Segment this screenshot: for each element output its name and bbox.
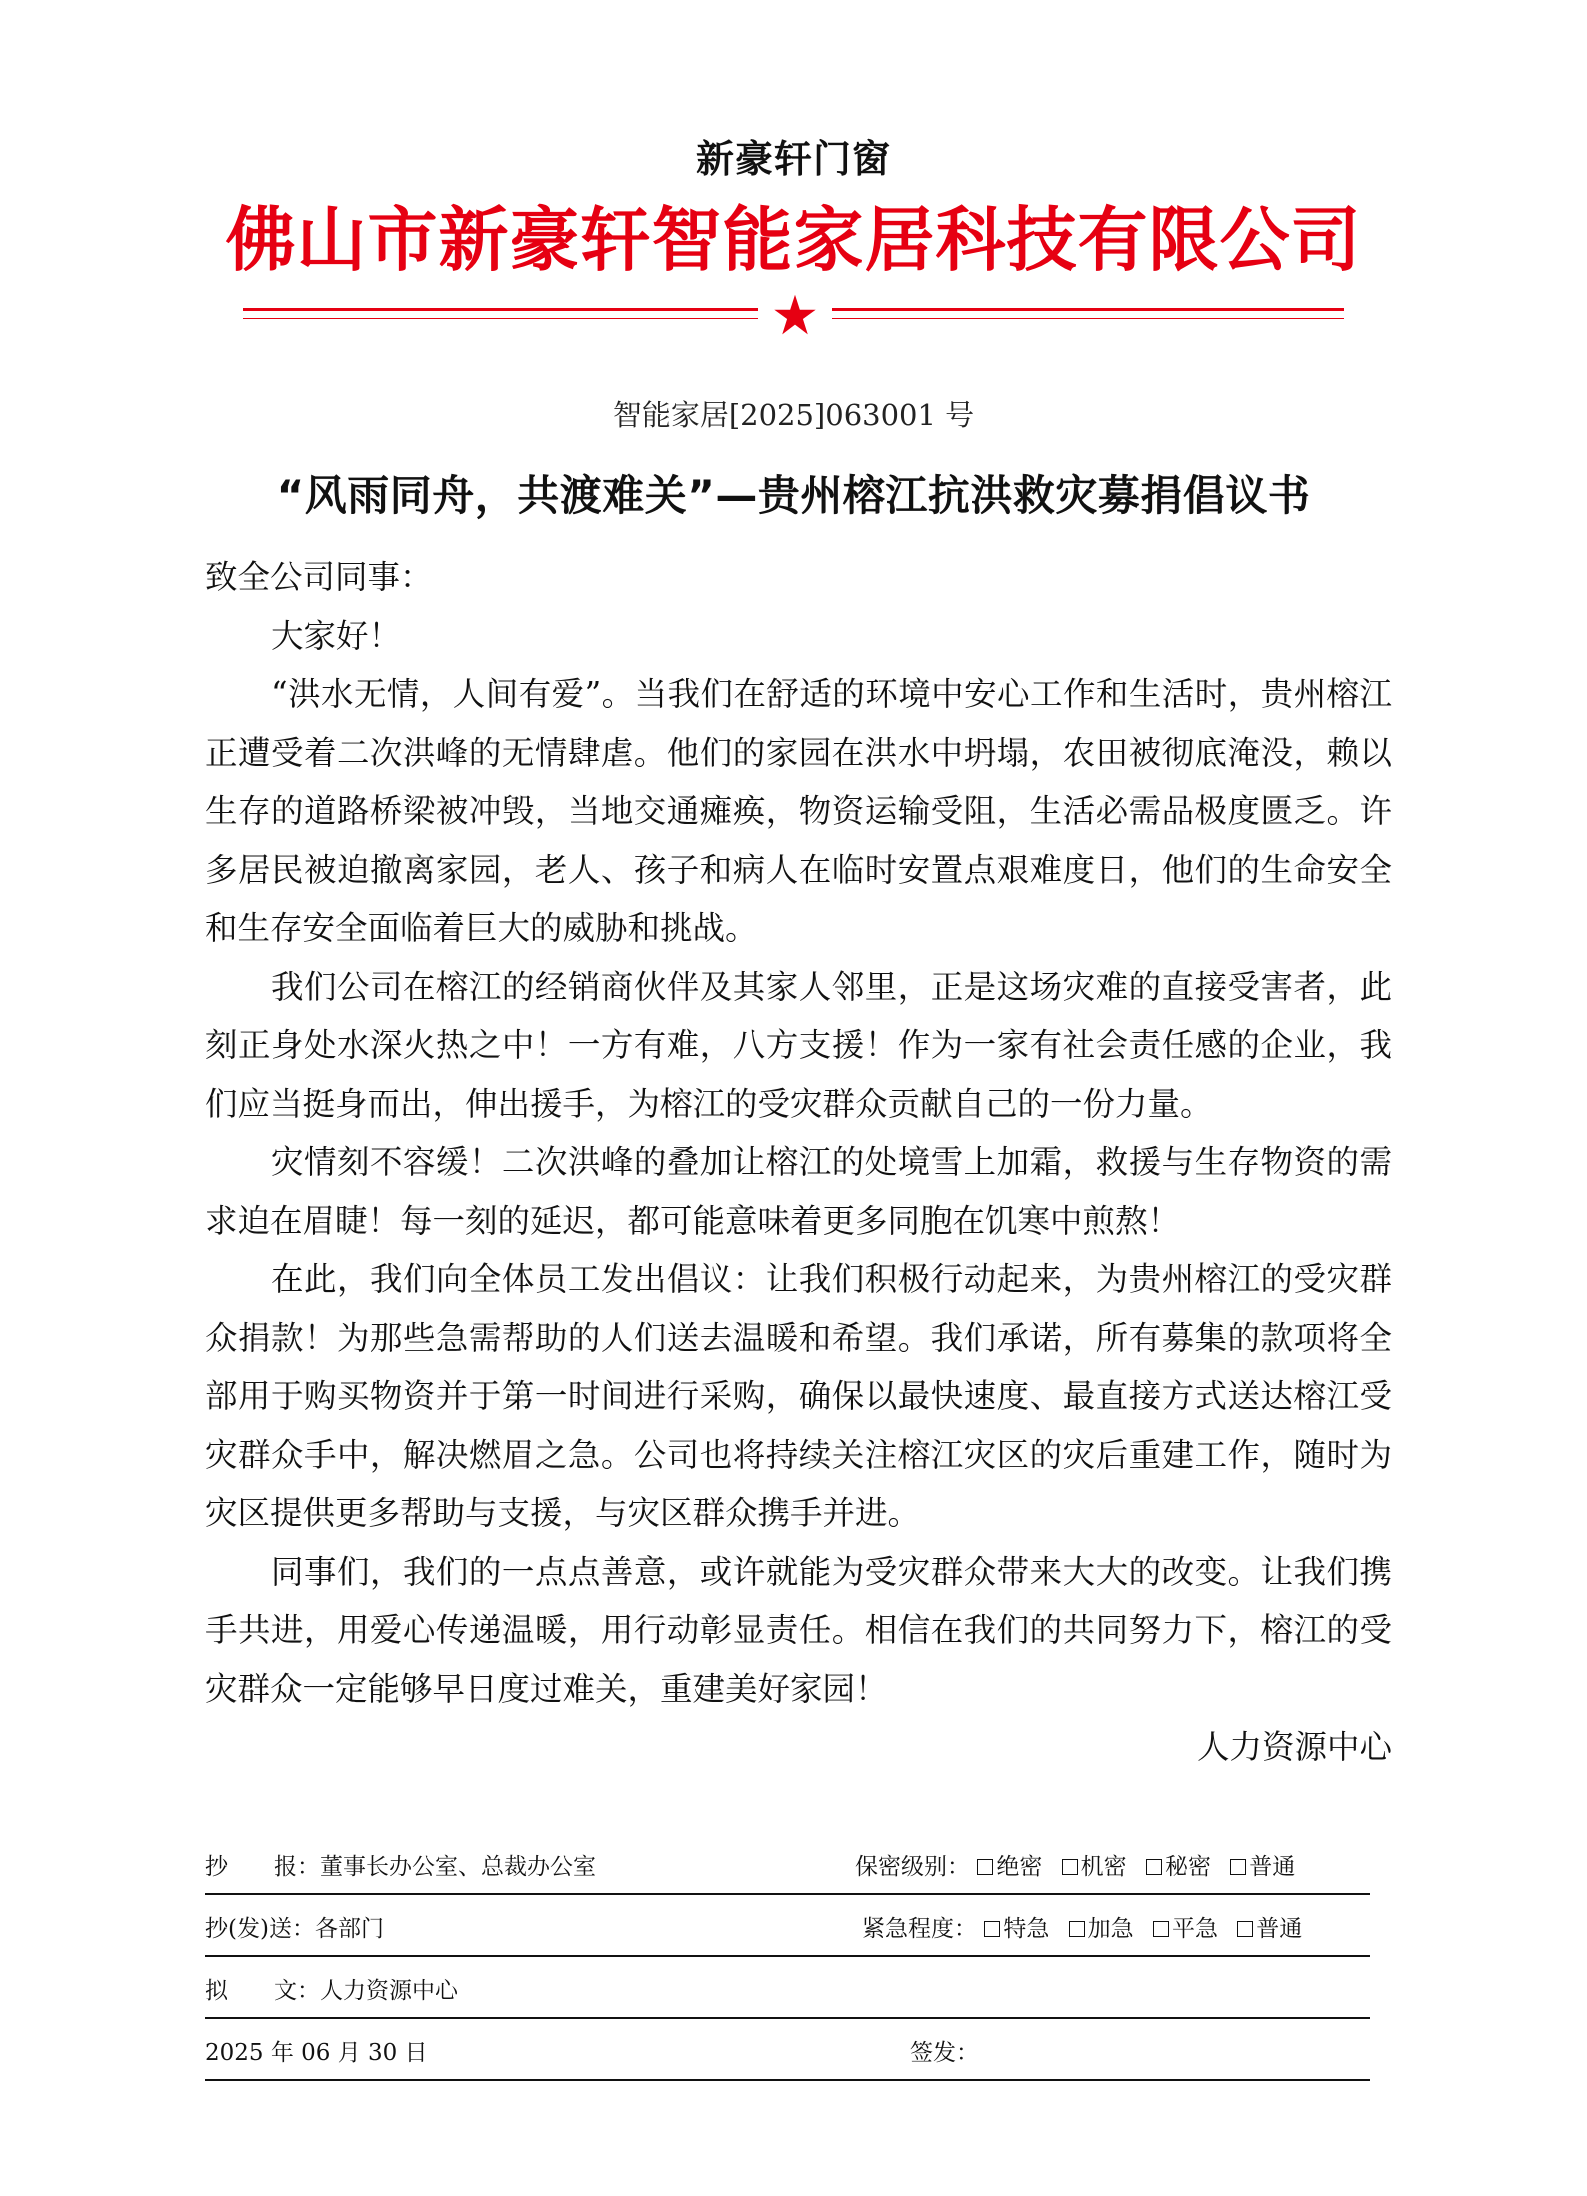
drafter-value: 人力资源中心 [320,1978,458,2004]
paragraph: 同事们，我们的一点点善意，或许就能为受灾群众带来大大的改变。让我们携手共进，用爱心传递温暖，用行动彰显责任。相信在我们的共同努力下，榕江的受灾群众一定能够早日度过难关，重建美好家园！ [205,1552,1392,1708]
urgency-level [862,1910,1314,1943]
checkbox-icon [1146,1859,1162,1875]
security-option[interactable]: 绝密 [977,1854,1042,1880]
urgency-option[interactable]: 加急 [1069,1916,1134,1942]
paragraph: 我们公司在榕江的经销商伙伴及其家人邻里，正是这场灾难的直接受害者，此刻正身处水深火热之中！一方有难，八方支援！作为一家有社会责任感的企业，我们应当挺身而出，伸出援手，为榕江的受灾群众贡献自己的一份力量。 [205,967,1392,1123]
cc-report-label: 抄 报： [205,1854,320,1880]
header-rule-left-thin [243,318,758,319]
footer-divider [205,1893,1370,1895]
document-title: “风雨同舟，共渡难关”—贵州榕江抗洪救灾募捐倡议书 [276,471,1311,520]
checkbox-icon [1069,1921,1085,1937]
checkbox-icon [1153,1921,1169,1937]
security-option[interactable]: 秘密 [1146,1854,1211,1880]
star-icon [773,293,817,337]
cc-report-value: 董事长办公室、总裁办公室 [320,1854,596,1880]
issuer-label: 签发： [910,2040,979,2066]
drafter-label: 拟 文： [205,1978,320,2004]
signature: 人力资源中心 [1196,1728,1392,1766]
checkbox-icon [984,1921,1000,1937]
security-label: 保密级别： [855,1854,970,1880]
security-option[interactable]: 机密 [1062,1854,1127,1880]
greeting: 大家好！ [271,616,402,655]
footer-divider [205,2017,1370,2019]
cc-send-label: 抄(发)送： [205,1916,315,1942]
header-rule-left [243,308,758,311]
urgency-label: 紧急程度： [862,1916,977,1942]
drafter [205,1972,458,2005]
security-level [855,1848,1307,1881]
cc-report [205,1848,596,1881]
cc-send [205,1910,384,1943]
paragraph: “洪水无情，人间有爱”。当我们在舒适的环境中安心工作和生活时，贵州榕江正遭受着二次洪峰的无情肆虐。他们的家园在洪水中坍塌，农田被彻底淹没，赖以生存的道路桥梁被冲毁，当地交通瘫痪，物资运输受阻，生活必需品极度匮乏。许多居民被迫撤离家园，老人、孩子和病人在临时安置点艰难度日，他们的生命安全和生存安全面临着巨大的威胁和挑战。 [205,675,1392,947]
urgency-option[interactable]: 平急 [1153,1916,1218,1942]
company-name: 佛山市新豪轩智能家居科技有限公司 [225,199,1362,281]
checkbox-icon [1237,1921,1253,1937]
salutation: 致全公司同事： [205,558,433,596]
header-rule-right [832,308,1344,311]
urgency-option[interactable]: 普通 [1237,1916,1302,1942]
checkbox-icon [977,1859,993,1875]
document-number: 智能家居[2025]063001 号 [612,398,975,432]
letter-body [205,548,1392,1777]
security-option[interactable]: 普通 [1230,1854,1295,1880]
footer-divider [205,1955,1370,1957]
checkbox-icon [1062,1859,1078,1875]
paragraph: 灾情刻不容缓！二次洪峰的叠加让榕江的处境雪上加霜，救援与生存物资的需求迫在眉睫！每一刻的延迟，都可能意味着更多同胞在饥寒中煎熬！ [205,1143,1392,1240]
issue-date: 2025 年 06 月 30 日 [205,2040,428,2066]
checkbox-icon [1230,1859,1246,1875]
header-rule-right-thin [832,318,1344,319]
urgency-option[interactable]: 特急 [984,1916,1049,1942]
cc-send-value: 各部门 [314,1916,384,1942]
footer-divider [205,2079,1370,2081]
brand-name: 新豪轩门窗 [695,137,891,181]
paragraph: 在此，我们向全体员工发出倡议：让我们积极行动起来，为贵州榕江的受灾群众捐款！为那些急需帮助的人们送去温暖和希望。我们承诺，所有募集的款项将全部用于购买物资并于第一时间进行采购，确保以最快速度、最直接方式送达榕江受灾群众手中，解决燃眉之急。公司也将持续关注榕江灾区的灾后重建工作，随时为灾区提供更多帮助与支援，与灾区群众携手并进。 [205,1260,1392,1532]
